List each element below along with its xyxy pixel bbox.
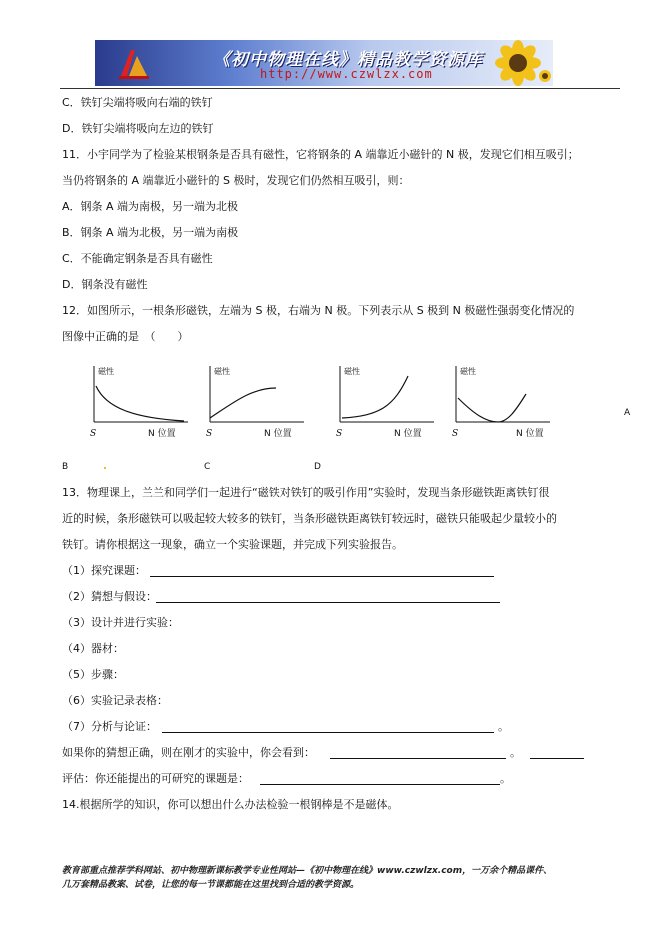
- q10-option-d: D．铁钉尖端将吸向左边的铁钉: [62, 122, 214, 135]
- graph1-ylabel: 磁性: [98, 367, 114, 376]
- q13-analysis-period: 。: [498, 720, 509, 733]
- q13-item-equipment: （4）器材：: [62, 642, 124, 655]
- q12-label-c: C: [204, 462, 211, 472]
- q13-evaluate-period: 。: [500, 772, 511, 785]
- graph-increasing-convex: [330, 362, 440, 442]
- q14-stem: 14.根据所学的知识，你可以想出什么办法检验一根钢棒是不是磁体。: [62, 798, 399, 811]
- graph-increasing-concave: [200, 362, 310, 442]
- q13-stem-line3: 铁钉。请你根据这一现象，确立一个实验课题，并完成下列实验报告。: [62, 538, 403, 551]
- header-banner: [95, 40, 553, 86]
- q12-stem-line2: 图像中正确的是 （ ）: [62, 330, 189, 343]
- q13-item-analysis: （7）分析与论证：: [62, 720, 157, 733]
- graph1-x-start: S: [90, 429, 97, 439]
- graph1-x-end: N 位置: [148, 429, 176, 439]
- q11-stem-line2: 当仍将钢条的 A 端靠近小磁针的 S 极时，发现它们仍然相互吸引，则：: [62, 174, 410, 187]
- q13-stem-line2: 近的时候，条形磁铁可以吸起较大较多的铁钉，当条形磁铁距离铁钉较远时，磁铁只能吸起少量较小的: [62, 512, 557, 525]
- q13-item-topic: （1）探究课题：: [62, 564, 146, 577]
- q11-option-a: A．钢条 A 端为南极，另一端为北极: [62, 200, 239, 213]
- q12-label-b: B: [62, 462, 69, 472]
- banner-title: 《初中物理在线》精品教学资源库: [213, 50, 483, 70]
- graph3-x-end: N 位置: [394, 429, 422, 439]
- q13-item-design: （3）设计并进行实验：: [62, 616, 179, 629]
- graph4-curve: [458, 394, 526, 422]
- q13-item-hypothesis: （2）猜想与假设：: [62, 590, 157, 603]
- q13-observe-answer-line[interactable]: [330, 758, 506, 759]
- banner-url: http://www.czwlzx.com: [260, 67, 433, 81]
- q13-item-steps: （5）步骤：: [62, 668, 124, 681]
- q11-stem-line1: 11．小宇同学为了检验某根钢条是否具有磁性，它将钢条的 A 端靠近小磁针的 N 极，发现它们相互吸引；: [62, 148, 579, 161]
- q12-stem-line1: 12．如图所示，一根条形磁铁，左端为 S 极，右端为 N 极。下列表示从 S 极到 N 极磁性强弱变化情况的: [62, 304, 575, 317]
- footer-line1: 教育部重点推荐学科网站、初中物理新课标教学专业性网站—《初中物理在线》www.czwlzx.com，一万余个精品课件、: [62, 866, 553, 876]
- graph4-ylabel: 磁性: [460, 367, 476, 376]
- q13-evaluate: 评估：你还能提出的可研究的课题是：: [62, 772, 249, 785]
- sunflower-icon: [483, 40, 553, 86]
- footer-line2: 几万套精品教案、试卷，让您的每一节课都能在这里找到合适的教学资源。: [62, 880, 360, 890]
- q11-option-c: C．不能确定钢条是否具有磁性: [62, 252, 213, 265]
- graph3-ylabel: 磁性: [344, 367, 360, 376]
- q13-hypothesis-answer-line[interactable]: [156, 602, 500, 603]
- graph1-curve: [96, 386, 184, 421]
- graph-valley: [446, 362, 556, 442]
- graph4-x-start: S: [452, 429, 459, 439]
- graph2-ylabel: 磁性: [214, 367, 230, 376]
- q13-analysis-answer-line[interactable]: [162, 732, 494, 733]
- yellow-dot: [104, 467, 106, 469]
- q11-option-d: D．钢条没有磁性: [62, 278, 148, 291]
- graph2-x-start: S: [206, 429, 213, 439]
- q13-topic-answer-line[interactable]: [150, 576, 494, 577]
- q13-observe-period: 。: [510, 746, 521, 759]
- graph4-x-end: N 位置: [516, 429, 544, 439]
- q13-evaluate-answer-line[interactable]: [260, 784, 500, 785]
- q12-label-d: D: [314, 462, 321, 472]
- q10-option-c: C．铁钉尖端将吸向右端的铁钉: [62, 96, 213, 109]
- q12-label-a: A: [624, 408, 631, 418]
- site-logo-icon: [117, 46, 151, 80]
- q13-stem-line1: 13．物理课上，兰兰和同学们一起进行“磁铁对铁钉的吸引作用”实验时，发现当条形磁铁距离铁钉很: [62, 486, 550, 499]
- graph3-curve: [342, 376, 408, 418]
- graph2-x-end: N 位置: [264, 429, 292, 439]
- q13-extra-answer-line[interactable]: [530, 758, 584, 759]
- q11-option-b: B．钢条 A 端为北极，另一端为南极: [62, 226, 239, 239]
- q13-if-correct: 如果你的猜想正确，则在刚才的实验中，你会看到：: [62, 746, 315, 759]
- header-divider: [60, 88, 620, 89]
- graph2-curve: [210, 388, 276, 418]
- graph-decreasing: [84, 362, 194, 442]
- graph3-x-start: S: [336, 429, 343, 439]
- q13-item-table: （6）实验记录表格：: [62, 694, 168, 707]
